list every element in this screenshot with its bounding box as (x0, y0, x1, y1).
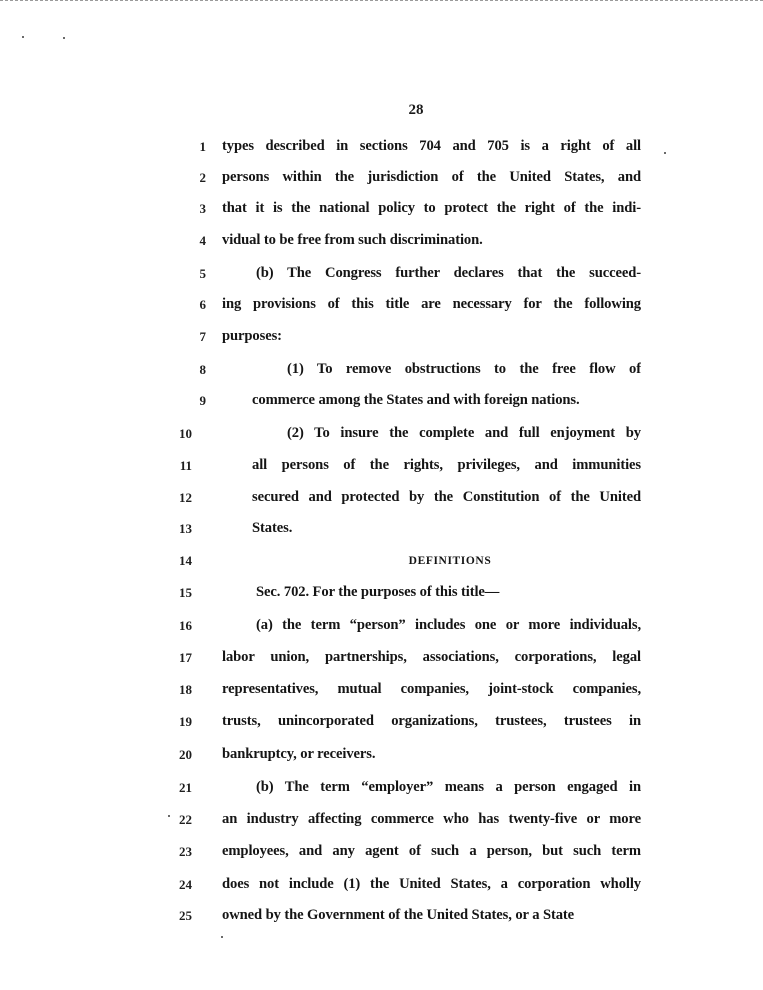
line-number: 17 (179, 650, 192, 665)
scan-speck (664, 152, 666, 154)
line-number: 5 (199, 266, 206, 281)
document-line (0, 745, 763, 769)
section-heading: DEFINITIONS (408, 555, 492, 567)
document-line (0, 327, 763, 351)
line-number: 16 (179, 618, 192, 633)
document-line (0, 360, 763, 384)
line-number: 3 (199, 201, 206, 216)
document-line (0, 231, 763, 255)
line-number: 1 (199, 139, 206, 154)
line-number: 20 (179, 747, 192, 762)
document-line (0, 551, 763, 575)
document-line (0, 391, 763, 415)
line-text: (a) the term “person” includes one or more individuals, (256, 617, 641, 633)
document-line (0, 842, 763, 866)
page-number: 28 (408, 102, 424, 118)
document-line (0, 875, 763, 899)
line-number: 14 (179, 553, 192, 568)
line-text: secured and protected by the Constitution of the United (252, 489, 641, 505)
line-number: 19 (179, 714, 192, 729)
line-number: 6 (199, 297, 206, 312)
line-text: representatives, mutual companies, joint-stock companies, (222, 681, 641, 697)
document-line (0, 199, 763, 223)
line-number: 23 (179, 844, 192, 859)
scan-speck (168, 815, 170, 817)
scan-speck (63, 37, 65, 39)
line-number: 8 (199, 362, 206, 377)
top-border (0, 0, 763, 1)
line-number: 7 (199, 329, 206, 344)
line-text: persons within the jurisdiction of the United States, and (222, 169, 641, 185)
line-text: types described in sections 704 and 705 is a right of all (222, 138, 641, 154)
line-text: commerce among the States and with foreign nations. (252, 392, 580, 408)
document-line (0, 648, 763, 672)
line-number: 4 (199, 233, 206, 248)
line-number: 9 (199, 393, 206, 408)
line-text: (b) The term “employer” means a person engaged in (256, 779, 641, 795)
line-text: bankruptcy, or receivers. (222, 746, 376, 762)
document-line (0, 137, 763, 161)
line-number: 15 (179, 585, 192, 600)
document-line (0, 680, 763, 704)
line-number: 21 (179, 780, 192, 795)
line-number: 10 (179, 426, 192, 441)
line-number: 2 (199, 170, 206, 185)
line-text: labor union, partnerships, associations, corporations, legal (222, 649, 641, 665)
document-line (0, 424, 763, 448)
scan-speck (221, 936, 223, 938)
line-text: owned by the Government of the United States, or a State (222, 907, 575, 923)
line-text: that it is the national policy to protect the right of the indi- (222, 200, 641, 216)
line-text: all persons of the rights, privileges, and immunities (252, 457, 641, 473)
line-text: Sec. 702. For the purposes of this title— (256, 584, 500, 600)
line-number: 18 (179, 682, 192, 697)
line-text: an industry affecting commerce who has twenty-five or more (222, 811, 641, 827)
document-line (0, 778, 763, 802)
document-line (0, 519, 763, 543)
line-text: (2) To insure the complete and full enjoyment by (287, 425, 641, 441)
document-line (0, 810, 763, 834)
line-number: 24 (179, 877, 192, 892)
document-line (0, 168, 763, 192)
line-number: 13 (179, 521, 192, 536)
line-text: trusts, unincorporated organizations, trustees, trustees in (222, 713, 641, 729)
document-line (0, 295, 763, 319)
line-number: 12 (179, 490, 192, 505)
line-text: employees, and any agent of such a person, but such term (222, 843, 641, 859)
line-number: 11 (179, 458, 192, 473)
document-line (0, 616, 763, 640)
document-line (0, 906, 763, 930)
line-text: does not include (1) the United States, a corporation wholly (222, 876, 641, 892)
line-number: 25 (179, 908, 192, 923)
line-text: vidual to be free from such discrimination. (222, 232, 483, 248)
line-number: 22 (179, 812, 192, 827)
document-line (0, 456, 763, 480)
document-line (0, 712, 763, 736)
document-line (0, 264, 763, 288)
line-text: purposes: (222, 328, 282, 344)
line-text: (b) The Congress further declares that the succeed- (256, 265, 641, 281)
document-line (0, 583, 763, 607)
line-text: ing provisions of this title are necessary for the following (222, 296, 641, 312)
document-line (0, 488, 763, 512)
line-text: States. (252, 520, 293, 536)
scan-speck (22, 36, 24, 38)
line-text: (1) To remove obstructions to the free flow of (287, 361, 641, 377)
